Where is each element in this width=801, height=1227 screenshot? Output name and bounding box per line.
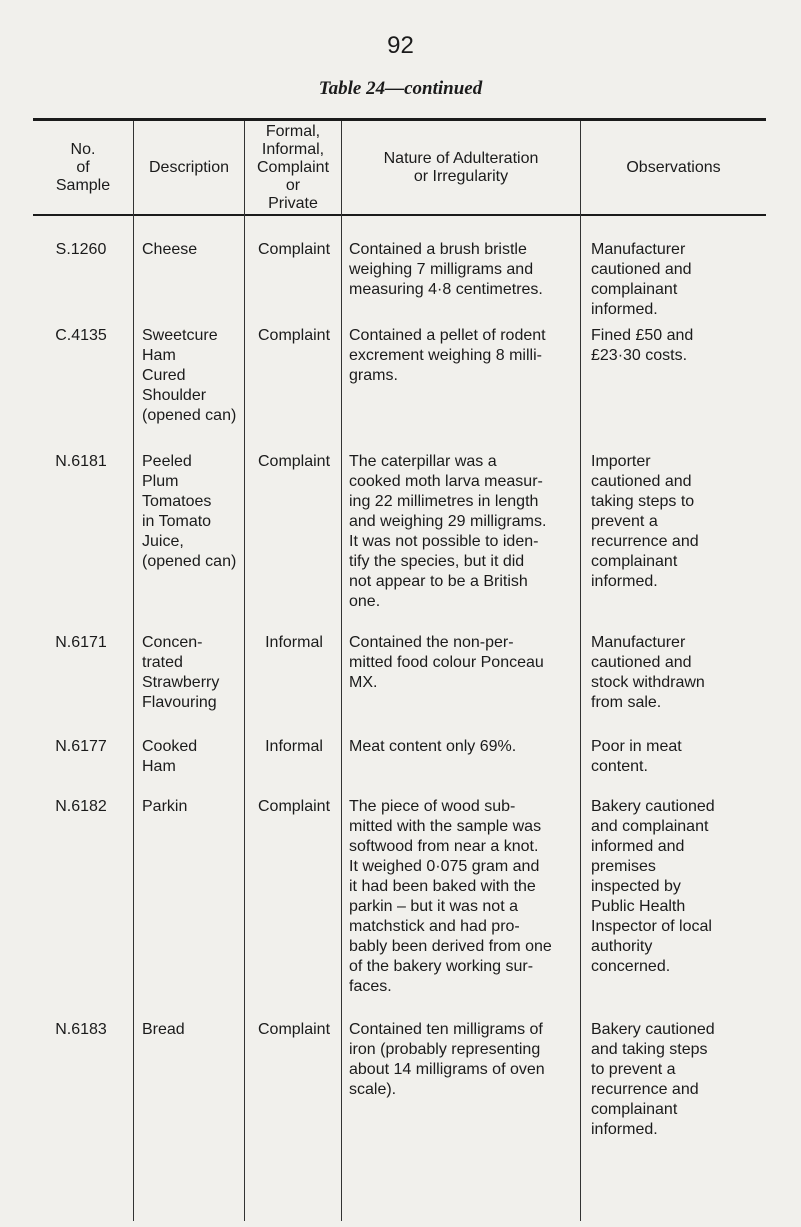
- adulteration-nature: Contained the non-per- mitted food colour Ponceau MX.: [349, 634, 544, 691]
- sample-type: Complaint: [257, 1021, 331, 1038]
- sample-number: N.6183: [55, 1021, 107, 1038]
- header-nature: Nature of Adulteration or Irregularity: [383, 149, 539, 185]
- sample-description: Cooked Ham: [142, 738, 198, 775]
- sample-description: Parkin: [142, 798, 188, 815]
- adulteration-nature: Contained ten milligrams of iron (probably representing about 14 milligrams of oven scale).: [349, 1021, 545, 1098]
- adulteration-nature: Meat content only 69%.: [349, 738, 517, 755]
- observations: Manufacturer cautioned and stock withdrawn from sale.: [591, 634, 705, 711]
- sample-number: N.6171: [55, 634, 107, 651]
- page-number: 92: [387, 32, 414, 59]
- sample-type: Complaint: [257, 798, 331, 815]
- column-divider: [341, 121, 342, 1221]
- sample-number: N.6177: [55, 738, 107, 755]
- header-observations: Observations: [626, 158, 721, 176]
- sample-type: Informal: [265, 738, 323, 755]
- observations: Bakery cautioned and taking steps to prevent a recurrence and complainant informed.: [591, 1021, 715, 1138]
- sample-number: N.6181: [55, 453, 107, 470]
- sample-description: Peeled Plum Tomatoes in Tomato Juice, (opened can): [142, 453, 237, 570]
- column-divider: [580, 121, 581, 1221]
- sample-type: Informal: [265, 634, 323, 651]
- adulteration-nature: Contained a brush bristle weighing 7 milligrams and measuring 4·8 centimetres.: [349, 241, 543, 298]
- sample-description: Concen- trated Strawberry Flavouring: [142, 634, 220, 711]
- sample-number: S.1260: [55, 241, 107, 258]
- adulteration-nature: The piece of wood sub- mitted with the sample was softwood from near a knot. It weighed 0·075 gram and it had been baked with the parkin – but it was not a matchstick and had pro- bably been derived from one of the bakery working sur- faces.: [349, 798, 552, 995]
- header-bottom-rule: [33, 214, 766, 216]
- observations: Poor in meat content.: [591, 738, 682, 775]
- observations: Importer cautioned and taking steps to prevent a recurrence and complainant informed.: [591, 453, 699, 590]
- sample-type: Complaint: [257, 327, 331, 344]
- header-sample-type: Formal, Informal, Complaint or Private: [256, 122, 330, 212]
- adulteration-nature: Contained a pellet of rodent excrement weighing 8 milli- grams.: [349, 327, 546, 384]
- adulteration-nature: The caterpillar was a cooked moth larva measur- ing 22 millimetres in length and weighing 29 milligrams. It was not possible to iden- tify the species, but it did not appear to be a British one.: [349, 453, 547, 610]
- sample-type: Complaint: [257, 453, 331, 470]
- observations: Fined £50 and £23·30 costs.: [591, 327, 694, 364]
- header-sample-number: No. of Sample: [55, 140, 111, 194]
- observations: Manufacturer cautioned and complainant informed.: [591, 241, 692, 318]
- column-divider: [133, 121, 134, 1221]
- sample-number: C.4135: [55, 327, 107, 344]
- sample-description: Cheese: [142, 241, 198, 258]
- table-title: Table 24—continued: [318, 78, 483, 99]
- observations: Bakery cautioned and complainant informed and premises inspected by Public Health Inspector of local authority concerned.: [591, 798, 715, 975]
- sample-number: N.6182: [55, 798, 107, 815]
- sample-description: Sweetcure Ham Cured Shoulder (opened can): [142, 327, 237, 424]
- header-description: Description: [148, 158, 230, 176]
- sample-type: Complaint: [257, 241, 331, 258]
- sample-description: Bread: [142, 1021, 185, 1038]
